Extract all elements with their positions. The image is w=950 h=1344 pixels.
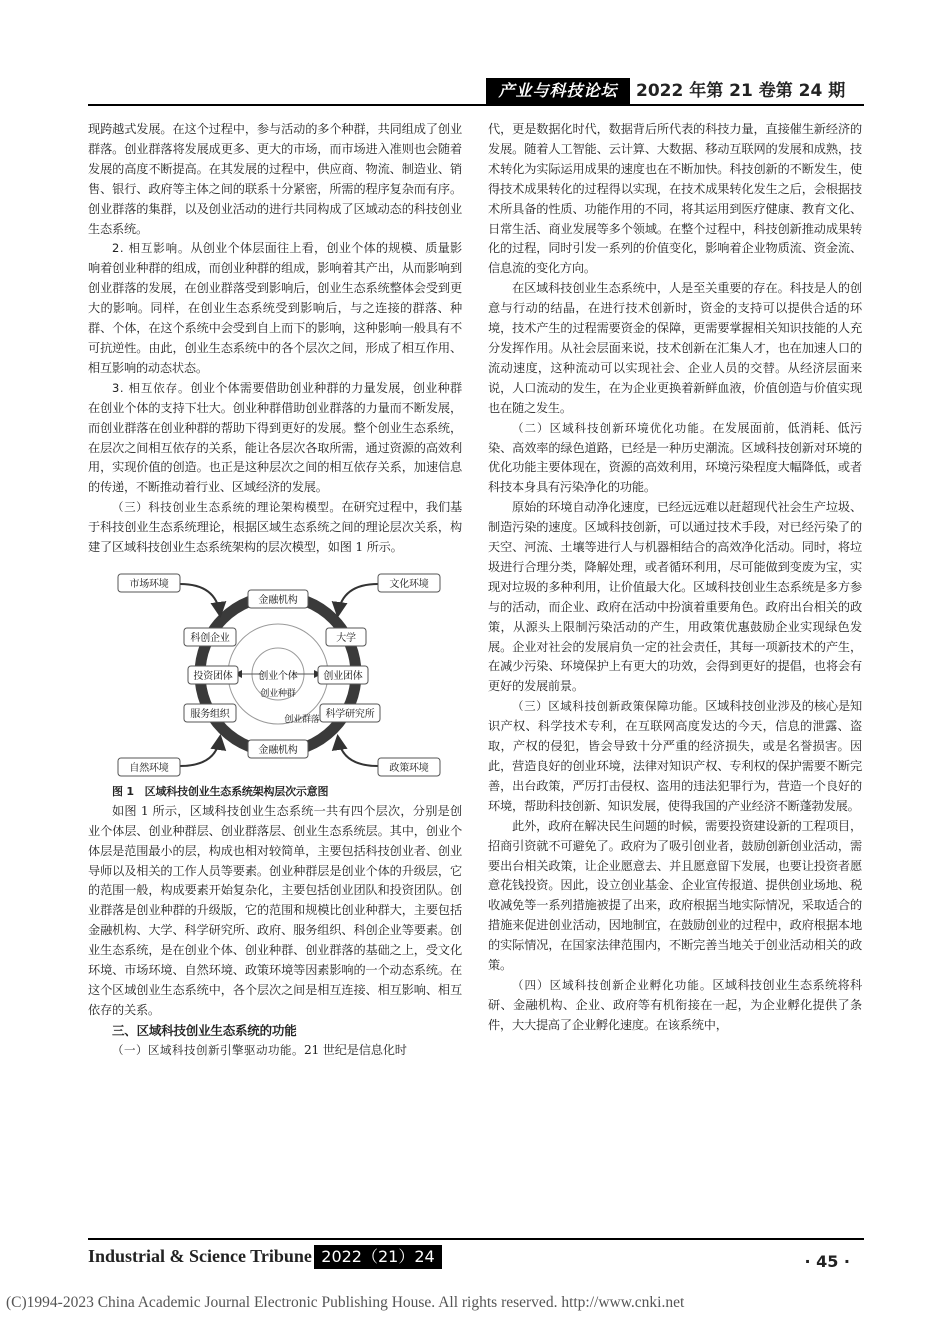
paragraph [488,976,862,1036]
paragraph: 如图 1 所示，区域科技创业生态系统一共有四个层次，分别是创业个体层、创业种群层、创业群落层、创业生态系统层。其中，创业个体层是范围最小的层，构成也相对较简单，主要包括科技创业者、创业导师以及相关的工作人员等要素。创业种群层是创业个体的升级层，它的范围一般，构成要素开始复杂化，主要包括创业团队和投资团队。创业群落是创业种群的升级版，它的范围和规模比创业种群大，主要包括金融机构、大学、科学研究所、政府、服务组织、科创企业等要素。创业生态系统，是在创业个体、创业种群、创业群落的基础之上，受文化环境、市场环境、自然环境、政策环境等因素影响的一个动态系统。在这个区域创业生态系统中，各个层次之间是相互连接、相互影响、相互依存的关系。 [88,803,462,1017]
nature-env-label: 自然环境 [129,762,169,774]
paragraph [88,239,462,378]
paragraph [488,419,862,499]
paragraph: 现跨越式发展。在这个过程中，参与活动的多个种群，共同组成了创业群落。创业群落将发展成更多、更大的市场，而市场进入准则也会随着发展的高度不断提高。在其发展的过程中，供应商、物流、制造业、销售、银行、政府等主体之间的联系十分紧密，所需的程序复杂而有序。创业群落的集群，以及创业活动的进行共同构成了区域动态的科技创业生态系统。 [88,122,462,236]
issue-info: 2022 年第 21 卷第 24 期 [636,81,846,101]
paragraph: 原始的环境自动净化速度，已经远远难以赶超现代社会生产垃圾、制造污染的速度。区域科技创新，可以通过技术手段，对已经污染了的天空、河流、土壤等进行人与机器相结合的高效净化活动。同时，将垃圾进行合理分类，降解处理，或者循环利用，尽可能做到变废为宝，实现对垃圾的多种利用，让价值最大化。区域科技创业生态系统是多方参与的活动，而企业、政府在活动中扮演着重要角色。政府出台相关的政策，从源头上限制污染活动的产生，用政策优惠鼓励企业实现绿色发展。企业对社会的发展肩负一定的社会责任，其每一项新技术的产生，在减少污染、环境保护上有更大的功效，会得到更好的提倡，也将会有更好的发展前景。 [488,500,862,694]
section-label: （三）科技创业生态系统的理论架构模型。 [112,500,342,515]
left-column [88,120,462,1061]
section-label: 2. 相互影响。 [112,241,191,256]
journal-name-tag: 产业与科技论坛 [486,78,630,104]
page-number: · 45 · [804,1252,850,1271]
policy-env-label: 政策环境 [389,762,429,774]
university-label: 大学 [336,632,356,644]
market-env-label: 市场环境 [129,578,169,590]
service-label: 服务组织 [190,708,230,720]
section-label: （一）区域科技创新引擎驱动功能。 [112,1042,304,1057]
paragraph-text: 区域科技创业涉及的核心是知识产权、科学技术专利，在互联网高度发达的今天，信息的泄露、盗取，产权的侵犯，皆会导致十分严重的经济损失，或是名誉损害。因此，营造良好的创业环境，法律对知识产权、专利权的保护需要不断完善，出台政策，严厉打击侵权、盗用的违法犯罪行为，营造一个良好的环境，帮助科技创新、知识发展，使得我国的产业经济不断蓬勃发展。 [488,699,862,813]
paragraph-text: 从创业个体层面往上看，创业个体的规模、质量影响着创业种群的组成，而创业种群的组成，影响着其产出，从而影响到创业群落的发展，在创业群落受到影响后，创业生态系统整体会受到更大的影响。同样，在创业生态系统受到影响后，与之连接的群落、种群、个体，在这个系统中会受到自上而下的影响，这种影响一般具有不可抗逆性。由此，创业生态系统中的各个层次之间，形成了相互作用、相互影响的动态状态。 [88,241,462,375]
journal-english-title: Industrial & Science Tribune [88,1246,312,1266]
population-label: 创业种群 [260,688,296,699]
paragraph [488,697,862,816]
section-label: 3. 相互依存。 [112,380,191,395]
paragraph-text: 在研究过程中，我们基于科技创业生态系统理论，根据区域生态系统之间的理论层次关系，构建了区域科技创业生态系统架构的层次模型，如图 1 所示。 [88,500,463,555]
paragraph: 代，更是数据化时代，数据背后所代表的科技力量，直接催生新经济的发展。随着人工智能、云计算、大数据、移动互联网的发展和成熟，技术转化为实际运用成果的速度也在不断加快。科技创新的不断发生，使得技术成果转化的过程得以实现，在技术成果转化发生之后，会根据技术所具备的性质、功能作用的不同，将其运用到医疗健康、教育文化、日常生活、商业发展等多个领域。在整个过程中，科技创新推动成果转化的过程，同时引发一系列的价值变化，影响着企业物质流、资金流、信息流的变化方向。 [488,122,862,276]
community-label: 创业群落 [284,714,320,725]
finance-bottom-label: 金融机构 [258,744,298,756]
individual-label: 创业个体 [258,670,298,682]
research-label: 科学研究所 [325,708,375,720]
section-label: （二）区域科技创新环境优化功能。 [512,420,713,435]
header-rule [88,104,864,106]
finance-top-label: 金融机构 [258,594,298,606]
figure-caption: 图 1 区域科技创业生态系统架构层次示意图 [112,784,329,798]
copyright-notice: (C)1994-2023 China Academic Journal Electronic Publishing House. All rights reserved. http://www.cnki.net [6,1294,685,1311]
paragraph [88,1041,462,1061]
paragraph-text: 区域科技创业生态系统将科研、金融机构、企业、政府等有机衔接在一起，为企业孵化提供了条件，大大提高了企业孵化速度。在该系统中， [488,977,863,1032]
paragraph: 此外，政府在解决民生问题的时候，需要投资建设新的工程项目，招商引资就不可避免了。政府为了吸引创业者，鼓励创新创业活动，需要出台相关政策，让企业愿意去、并且愿意留下发展，也要让投资者愿意花钱投资。因此，设立创业基金、企业宣传报道、提供创业场地、税收减免等一系列措施被提了出来，政府根据当地实际情况，采取适合的措施来促进创业活动，因地制宜，在鼓励创业的过程中，政府根据本地的实际情况，在国家法律范围内，不断完善当地关于创业活动相关的政策。 [488,818,862,973]
ecosystem-diagram [88,562,462,782]
section-label: （四）区域科技创新企业孵化功能。 [512,977,713,992]
paragraph-text: 创业个体需要借助创业种群的力量发展，创业种群在创业个体的支持下壮大。创业种群借助创业群落的力量而不断发展，而创业群落在创业种群的帮助下得到更好的发展。整个创业生态系统，在层次之间相互依存的关系，能让各层次各取所需，通过资源的高效利用，实现价值的创造。也正是这种层次之间的相互依存关系，加速信息的传递，不断推动着行业、区域经济的发展。 [88,380,462,495]
paragraph-text: 21 世纪是信息化时 [304,1042,407,1057]
investment-label: 投资团体 [193,670,233,682]
issue-tag: 2022（21）24 [314,1245,442,1269]
paragraph-text: 在发展面前，低消耗、低污染、高效率的绿色道路，已经是一种历史潮流。区域科技创新对环境的优化功能主要体现在，资源的高效利用，环境污染程度大幅降低，或者科技本身具有污染净化的功能。 [488,420,863,495]
figure-1 [88,562,462,782]
right-column [488,120,862,1036]
section-heading: 三、区域科技创业生态系统的功能 [112,1022,297,1038]
page-footer [88,1238,864,1274]
paragraph [88,498,462,558]
section-label: （三）区域科技创新政策保障功能。 [512,699,706,714]
paragraph: 在区域科技创业生态系统中，人是至关重要的存在。科技是人的创意与行动的结晶，在进行技术创新时，资金的支持可以提供合适的环境，技术产生的过程需要资金的保障，更需要掌握相关知识技能的人充分发挥作用。从社会层面来说，技术创新在汇集人才，也在加速人口的流动速度，这种流动可以实现社会、企业人员的交替。从经济层面来说，人口流动的发生，在为企业更换着新鲜血液，价值创造与价值实现也在随之发生。 [488,281,862,415]
culture-env-label: 文化环境 [389,578,429,590]
paragraph [88,379,462,498]
entrepreneur-group-label: 创业团体 [323,670,363,682]
tech-company-label: 科创企业 [190,632,230,644]
